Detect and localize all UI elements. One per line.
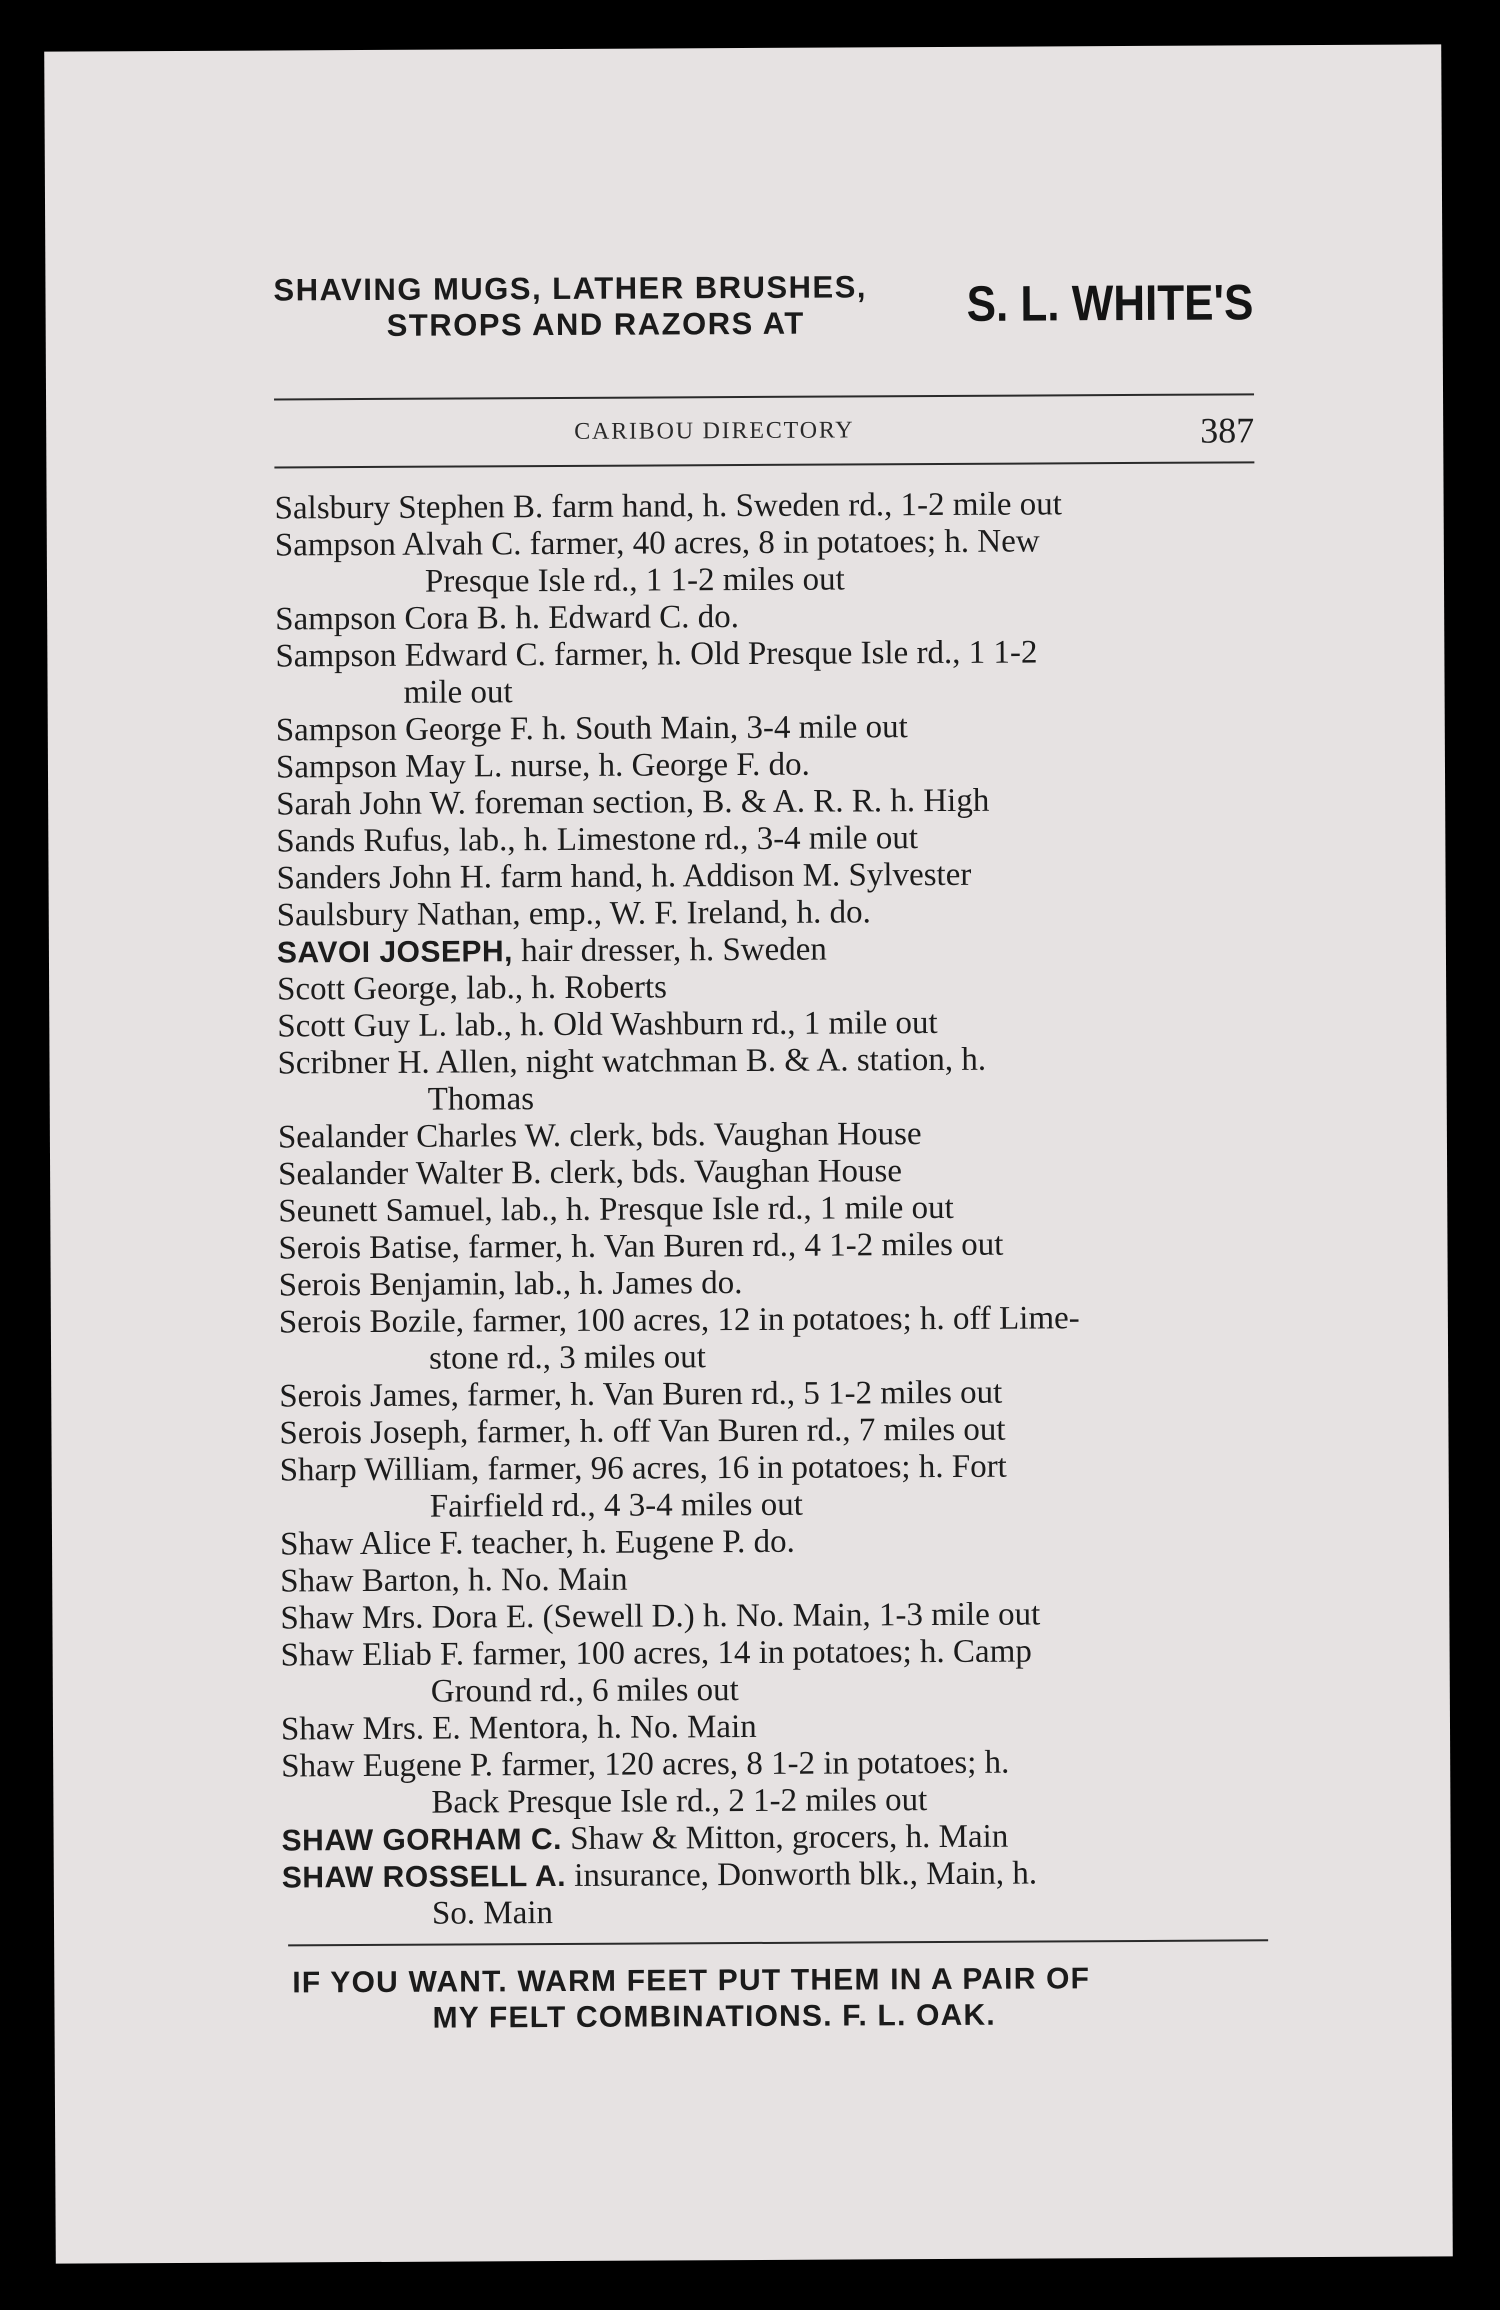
- directory-entry-continuation: So. Main: [431, 1895, 554, 1932]
- directory-entry-continuation: Back Presque Isle rd., 2 1-2 miles out: [431, 1782, 928, 1821]
- entry-text: Salsbury Stephen B. farm hand, h. Sweden rd., 1-2 mile out: [274, 486, 1062, 527]
- directory-entry: [280, 1558, 1270, 1600]
- directory-entry: [280, 1521, 1270, 1563]
- directory-entry-continuation: Fairfield rd., 4 3-4 miles out: [429, 1486, 803, 1525]
- header-rule-top: [274, 393, 1254, 400]
- directory-entry: [279, 1299, 1269, 1341]
- directory-entry-continuation: Thomas: [427, 1081, 535, 1118]
- directory-entry: [277, 929, 1267, 971]
- entry-text: Saulsbury Nathan, emp., W. F. Ireland, h. do.: [276, 894, 871, 934]
- directory-entry-continuation: Ground rd., 6 miles out: [430, 1672, 739, 1710]
- directory-entry: [278, 1188, 1268, 1230]
- entry-text: Sands Rufus, lab., h. Limestone rd., 3-4 mile out: [276, 820, 919, 860]
- directory-entry: [281, 1743, 1271, 1785]
- entry-text: hair dresser, h. Sweden: [521, 931, 827, 970]
- ad-top-line1: SHAVING MUGS, LATHER BRUSHES,: [273, 269, 868, 308]
- directory-entry: [275, 485, 1265, 527]
- directory-entry-continuation: Presque Isle rd., 1 1-2 miles out: [424, 561, 845, 600]
- entry-text: Serois Benjamin, lab., h. James do.: [278, 1265, 743, 1304]
- top-advertisement: [273, 267, 1254, 392]
- entry-text: Shaw Eugene P. farmer, 120 acres, 8 1-2 in potatoes; h.: [281, 1744, 1010, 1785]
- ad-top-brand: S. L. WHITE'S: [966, 274, 1254, 332]
- entry-text: Sampson Cora B. h. Edward C. do.: [275, 599, 740, 638]
- entry-text: Shaw Mrs. E. Mentora, h. No. Main: [280, 1708, 757, 1748]
- directory-entry: [276, 781, 1266, 823]
- directory-entry: [276, 818, 1266, 860]
- directory-page: [44, 44, 1453, 2263]
- entry-text: Serois Joseph, farmer, h. off Van Buren rd., 7 miles out: [279, 1411, 1006, 1452]
- page-number: 387: [1200, 410, 1255, 451]
- entry-text: Shaw & Mitton, grocers, h. Main: [570, 1818, 1009, 1857]
- entry-text: Sealander Charles W. clerk, bds. Vaughan House: [277, 1116, 922, 1156]
- ad-bottom-line2: MY FELT COMBINATIONS. F. L. OAK.: [432, 1998, 996, 2035]
- entry-text: insurance, Donworth blk., Main, h.: [574, 1855, 1038, 1894]
- entry-text: Sealander Walter B. clerk, bds. Vaughan House: [278, 1153, 903, 1193]
- bottom-advertisement: [292, 1961, 1272, 2036]
- entry-text: Serois Batise, farmer, h. Van Buren rd., 4 1-2 miles out: [278, 1226, 1004, 1267]
- directory-entry: [277, 966, 1267, 1008]
- entry-text: Sanders John H. farm hand, h. Addison M. Sylvester: [276, 856, 972, 897]
- directory-entry: [278, 1151, 1268, 1193]
- directory-entry: [277, 1003, 1267, 1045]
- entry-text: Sharp William, farmer, 96 acres, 16 in potatoes; h. Fort: [279, 1448, 1007, 1489]
- directory-entry-continuation: mile out: [403, 674, 513, 711]
- directory-entry: [281, 1632, 1271, 1674]
- directory-entry: [277, 1040, 1267, 1082]
- entry-text: Shaw Alice F. teacher, h. Eugene P. do.: [279, 1523, 795, 1563]
- directory-entry: [281, 1817, 1271, 1859]
- directory-entry: [279, 1410, 1269, 1452]
- directory-entry: [282, 1854, 1272, 1896]
- directory-entry: [276, 744, 1266, 786]
- footer-rule: [288, 1939, 1268, 1946]
- directory-entry: [275, 522, 1265, 564]
- directory-entry: [278, 1114, 1268, 1156]
- ad-bottom-line1: IF YOU WANT. WARM FEET PUT THEM IN A PAIR OF: [292, 1962, 1091, 2000]
- entry-text: Seunett Samuel, lab., h. Presque Isle rd., 1 mile out: [278, 1189, 954, 1230]
- directory-entry: [279, 1262, 1269, 1304]
- entry-text: Shaw Barton, h. No. Main: [280, 1561, 628, 1600]
- entry-text: Sarah John W. foreman section, B. & A. R. R. h. High: [276, 782, 990, 823]
- directory-entry: [281, 1706, 1271, 1748]
- entry-text: Sampson George F. h. South Main, 3-4 mile out: [275, 709, 908, 749]
- entry-bold-name: SHAW ROSSELL A.: [281, 1859, 567, 1895]
- running-head: [274, 409, 1254, 458]
- directory-entry: [276, 855, 1266, 897]
- directory-entry: [280, 1447, 1270, 1489]
- entry-text: Sampson Alvah C. farmer, 40 acres, 8 in potatoes; h. New: [274, 523, 1040, 564]
- running-title: CARIBOU DIRECTORY: [574, 417, 855, 445]
- entry-text: Shaw Eliab F. farmer, 100 acres, 14 in potatoes; h. Camp: [280, 1633, 1032, 1674]
- entry-text: Serois Bozile, farmer, 100 acres, 12 in potatoes; h. off Lime-: [278, 1300, 1080, 1341]
- ad-top-line2: STROPS AND RAZORS AT: [386, 305, 805, 343]
- entry-text: Serois James, farmer, h. Van Buren rd., 5 1-2 miles out: [279, 1374, 1003, 1415]
- entry-text: Scribner H. Allen, night watchman B. & A. station, h.: [277, 1041, 987, 1082]
- directory-entry: [279, 1373, 1269, 1415]
- directory-entry: [275, 596, 1265, 638]
- entry-text: Scott Guy L. lab., h. Old Washburn rd., 1 mile out: [277, 1005, 938, 1045]
- directory-entry: [280, 1595, 1270, 1637]
- header-rule-bottom: [274, 461, 1254, 468]
- directory-entry-continuation: stone rd., 3 miles out: [428, 1339, 706, 1377]
- directory-entry: [277, 892, 1267, 934]
- entry-text: Sampson May L. nurse, h. George F. do.: [275, 746, 810, 786]
- entry-text: Sampson Edward C. farmer, h. Old Presque Isle rd., 1 1-2: [275, 634, 1038, 675]
- entry-bold-name: SAVOI JOSEPH,: [276, 935, 514, 970]
- directory-entry: [276, 707, 1266, 749]
- entry-text: Scott George, lab., h. Roberts: [277, 969, 668, 1008]
- directory-entry: [275, 633, 1265, 675]
- directory-entries: [275, 485, 1273, 1933]
- directory-entry: [278, 1225, 1268, 1267]
- entry-bold-name: SHAW GORHAM C.: [281, 1822, 563, 1858]
- entry-text: Shaw Mrs. Dora E. (Sewell D.) h. No. Main, 1-3 mile out: [280, 1596, 1041, 1637]
